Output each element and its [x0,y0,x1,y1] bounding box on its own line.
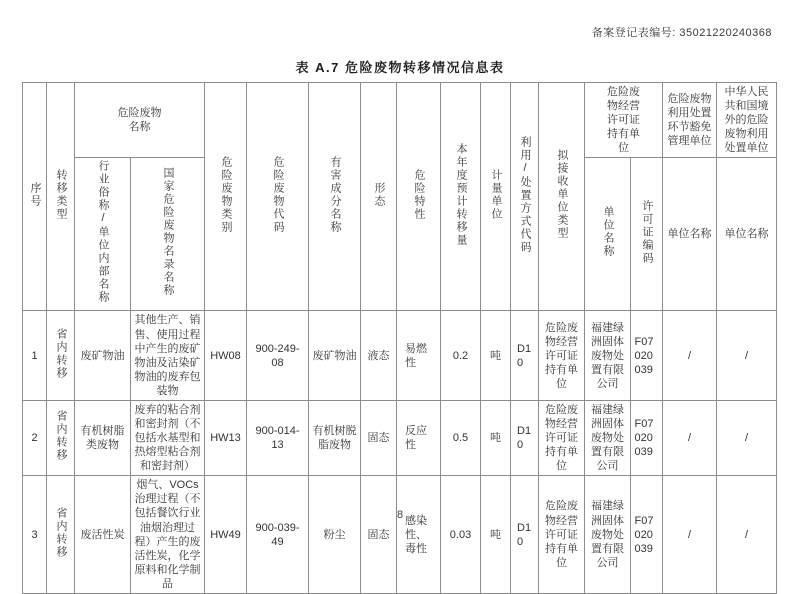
cell-unit: 吨 [481,311,511,400]
header-national-catalog: 国家危险废物名录名称 [131,158,205,311]
header-form: 形态 [361,83,397,311]
cell-annual-transfer: 0.2 [441,311,481,400]
cell-overseas-unit: / [717,311,777,400]
cell-national-catalog: 其他生产、销售、使用过程中产生的废矿物油及沾染矿物油的废弃包装物 [131,311,205,400]
cell-waste-code: 900-039-49 [247,476,309,594]
cell-annual-transfer: 0.5 [441,400,481,475]
header-exempt-unit-name: 单位名称 [663,158,717,311]
cell-waste-category: HW13 [205,400,247,475]
cell-harmful-component: 粉尘 [309,476,361,594]
header-waste-category: 危险废物类别 [205,83,247,311]
header-row-groups [23,83,777,158]
cell-hazard-property: 感染性、毒性 [397,476,441,594]
header-annual-transfer: 本年度预计转移量 [441,83,481,311]
cell-form: 固态 [361,476,397,594]
cell-unit: 吨 [481,400,511,475]
cell-harmful-component: 有机树脱脂废物 [309,400,361,475]
cell-waste-category: HW08 [205,311,247,400]
cell-receiver-name: 福建绿洲固体废物处置有限公司 [585,311,631,400]
cell-harmful-component: 废矿物油 [309,311,361,400]
cell-serial: 1 [23,311,47,400]
cell-disposal-method-code: D10 [511,311,539,400]
cell-unit: 吨 [481,476,511,594]
cell-industry-alias: 有机树脂类废物 [75,400,131,475]
header-receiver-type: 拟接收单位类型 [539,83,585,311]
cell-national-catalog: 烟气、VOCs治理过程（不包括餐饮行业油烟治理过程）产生的废活性炭，化学原料和化学制品 [131,476,205,594]
header-serial: 序号 [23,83,47,311]
table-row [23,311,777,400]
header-license-code: 许可证编码 [631,158,663,311]
table-row [23,476,777,594]
header-hazard-property: 危险特性 [397,83,441,311]
cell-transfer-type: 省内转移 [47,476,75,594]
registration-number: 备案登记表编号: 35021220240368 [591,27,772,39]
cell-serial: 2 [23,400,47,475]
header-license-unit-name: 单位名称 [585,158,631,311]
cell-form: 液态 [361,311,397,400]
cell-annual-transfer: 0.03 [441,476,481,594]
cell-license-code: F07020039 [631,400,663,475]
header-waste-code: 危险废物代码 [247,83,309,311]
cell-transfer-type: 省内转移 [47,400,75,475]
cell-receiver-name: 福建绿洲固体废物处置有限公司 [585,400,631,475]
page-number: 8 [396,509,404,521]
cell-receiver-type: 危险废物经营许可证持有单位 [539,311,585,400]
cell-waste-code: 900-014-13 [247,400,309,475]
cell-exempt-unit: / [663,400,717,475]
header-overseas-group: 中华人民共和国境外的危险废物利用处置单位 [717,83,777,158]
cell-receiver-type: 危险废物经营许可证持有单位 [539,400,585,475]
cell-exempt-unit: / [663,476,717,594]
header-harmful-component: 有害成分名称 [309,83,361,311]
cell-license-code: F07020039 [631,311,663,400]
header-industry-alias: 行业俗称/单位内部名称 [75,158,131,311]
table-row [23,400,777,475]
cell-waste-code: 900-249-08 [247,311,309,400]
cell-hazard-property: 反应性 [397,400,441,475]
cell-overseas-unit: / [717,400,777,475]
cell-industry-alias: 废矿物油 [75,311,131,400]
cell-transfer-type: 省内转移 [47,311,75,400]
cell-serial: 3 [23,476,47,594]
cell-industry-alias: 废活性炭 [75,476,131,594]
cell-hazard-property: 易燃性 [397,311,441,400]
cell-form: 固态 [361,400,397,475]
cell-overseas-unit: / [717,476,777,594]
header-disposal-method-code: 利用/处置方式代码 [511,83,539,311]
cell-license-code: F07020039 [631,476,663,594]
cell-receiver-type: 危险废物经营许可证持有单位 [539,476,585,594]
header-license-holder-group: 危险废物经营许可证持有单位 [585,83,663,158]
header-overseas-unit-name: 单位名称 [717,158,777,311]
page-title: 表 A.7 危险废物转移情况信息表 [295,60,505,75]
cell-national-catalog: 废弃的粘合剂和密封剂（不包括水基型和热熔型粘合剂和密封剂） [131,400,205,475]
header-transfer-type: 转移类型 [47,83,75,311]
cell-disposal-method-code: D10 [511,400,539,475]
cell-receiver-name: 福建绿洲固体废物处置有限公司 [585,476,631,594]
cell-exempt-unit: / [663,311,717,400]
cell-waste-category: HW49 [205,476,247,594]
cell-disposal-method-code: D10 [511,476,539,594]
header-waste-name-group: 危险废物名称 [75,83,205,158]
header-exempt-group: 危险废物利用处置环节豁免管理单位 [663,83,717,158]
header-unit: 计量单位 [481,83,511,311]
